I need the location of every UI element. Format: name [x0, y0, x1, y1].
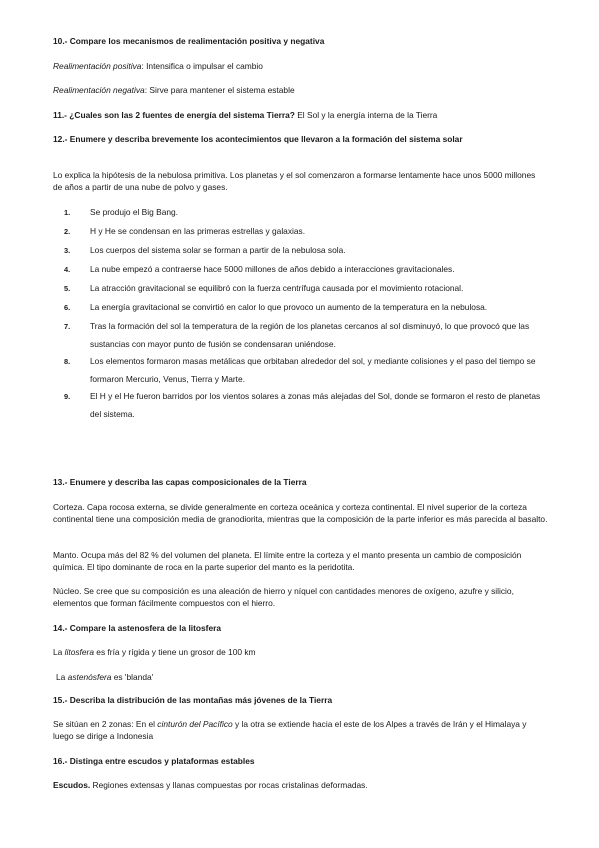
list-item [53, 353, 543, 388]
q16-escudos-label: Escudos. [53, 780, 91, 790]
list-item [53, 223, 543, 242]
list-item-text: Los cuerpos del sistema solar se forman a partir de la nebulosa sola. [90, 245, 346, 255]
q10-positive-text: : Intensifica o impulsar el cambio [141, 61, 263, 71]
q10-heading: 10.- Compare los mecanismos de realimentación positiva y negativa [53, 36, 325, 46]
q11-answer: El Sol y la energía interna de la Tierra [294, 110, 438, 120]
q14-litosfera [53, 647, 553, 659]
list-item-number: 6. [64, 303, 71, 312]
q15-answer-pre: Se sitúan en 2 zonas: En el [53, 719, 158, 729]
q15-answer-text: y la otra se extiende hacia el este de los Alpes a través de Irán y el Himalaya y luego se dirige a Indonesia [53, 719, 527, 741]
q10-positive [53, 61, 553, 73]
q16-heading: 16.- Distinga entre escudos y plataformas estables [53, 756, 255, 766]
q14-astenosfera-pre: La [56, 672, 68, 682]
q14-litosfera-pre: La [53, 647, 65, 657]
q15-answer [53, 719, 549, 742]
q12-intro: Lo explica la hipótesis de la nebulosa primitiva. Los planetas y el sol comenzaron a formarse lentamente hace unos 5000 millones de años a partir de una nube de polvo y gases. [53, 170, 536, 192]
q14-heading: 14.- Compare la astenosfera de la litosfera [53, 623, 222, 633]
q13-corteza: Corteza. Capa rocosa externa, se divide generalmente en corteza oceánica y corteza continental. El nivel superior de la corteza continental tiene una composición media de granodiorita, mientras que la composición de la parte inferior es más parecida al basalto. [53, 502, 548, 524]
q10-negative [53, 85, 553, 97]
q13-heading: 13.- Enumere y describa las capas composicionales de la Tierra [53, 477, 307, 487]
q10-positive-label: Realimentación positiva [53, 61, 142, 71]
list-item-text: Se produjo el Big Bang. [90, 207, 178, 217]
q15-heading: 15.- Describa la distribución de las montañas más jóvenes de la Tierra [53, 695, 333, 705]
list-item [53, 204, 543, 223]
list-item-number: 2. [64, 227, 71, 236]
list-item-text: La atracción gravitacional se equilibró con la fuerza centrífuga causada por el movimiento rotacional. [90, 283, 464, 293]
list-item-text: La energía gravitacional se convirtió en calor lo que provoco un aumento de la temperatura en la nebulosa. [90, 302, 488, 312]
q12-event-list [53, 204, 543, 423]
list-item-number: 1. [64, 208, 71, 217]
q14-litosfera-text: es fría y rígida y tiene un grosor de 100 km [93, 647, 256, 657]
q10-negative-label: Realimentación negativa [53, 85, 145, 95]
list-item-text: La nube empezó a contraerse hace 5000 millones de años debido a interacciones gravitacionales. [90, 264, 455, 274]
list-item-text: Tras la formación del sol la temperatura de la región de los planetas cercanos al sol disminuyó, lo que provocó que las sustancias con mayor punto de fusión se condensaran uniéndose. [90, 321, 530, 349]
list-item-text: Los elementos formaron masas metálicas que orbitaban alrededor del sol, y mediante colisiones y el paso del tiempo se formaron Mercurio, Venus, Tierra y Marte. [90, 356, 536, 384]
list-item-text: El H y el He fueron barridos por los vientos solares a zonas más alejadas del Sol, donde se formaron el resto de planetas del sistema. [90, 391, 541, 419]
list-item [53, 280, 543, 299]
list-item-number: 3. [64, 246, 71, 255]
q13-manto: Manto. Ocupa más del 82 % del volumen del planeta. El límite entre la corteza y el manto presenta un cambio de composición química. El tipo dominante de roca en la parte superior del manto es la peridotita. [53, 550, 522, 572]
list-item-number: 8. [64, 357, 71, 366]
list-item-number: 5. [64, 284, 71, 293]
q16-escudos-text: Regiones extensas y llanas compuestas por rocas cristalinas deformadas. [90, 780, 368, 790]
q16-escudos [53, 780, 553, 792]
q14-litosfera-term: litosfera [64, 647, 94, 657]
q14-astenosfera-text: es 'blanda' [111, 672, 154, 682]
q13-nucleo: Núcleo. Se cree que su composición es una aleación de hierro y níquel con cantidades menores de oxígeno, azufre y silicio, elementos que forman fácilmente compuestos con el hierro. [53, 586, 514, 608]
list-item [53, 299, 543, 318]
q15-answer-term: cinturón del Pacífico [157, 719, 233, 729]
list-item [53, 318, 543, 353]
list-item [53, 261, 543, 280]
q12-heading: 12.- Enumere y describa brevemente los acontecimientos que llevaron a la formación del sistema solar [53, 134, 463, 144]
list-item [53, 242, 543, 261]
q14-astenosfera-term: astenósfera [67, 672, 112, 682]
list-item-number: 9. [64, 392, 71, 401]
list-item-number: 7. [64, 322, 71, 331]
q10-negative-text: : Sirve para mantener el sistema estable [144, 85, 295, 95]
list-item-text: H y He se condensan en las primeras estrellas y galaxias. [90, 226, 306, 236]
q11-question: 11.- ¿Cuales son las 2 fuentes de energía del sistema Tierra? [53, 110, 295, 120]
list-item [53, 388, 543, 423]
list-item-number: 4. [64, 265, 71, 274]
q11-line [53, 110, 553, 122]
q14-astenosfera [56, 672, 556, 684]
